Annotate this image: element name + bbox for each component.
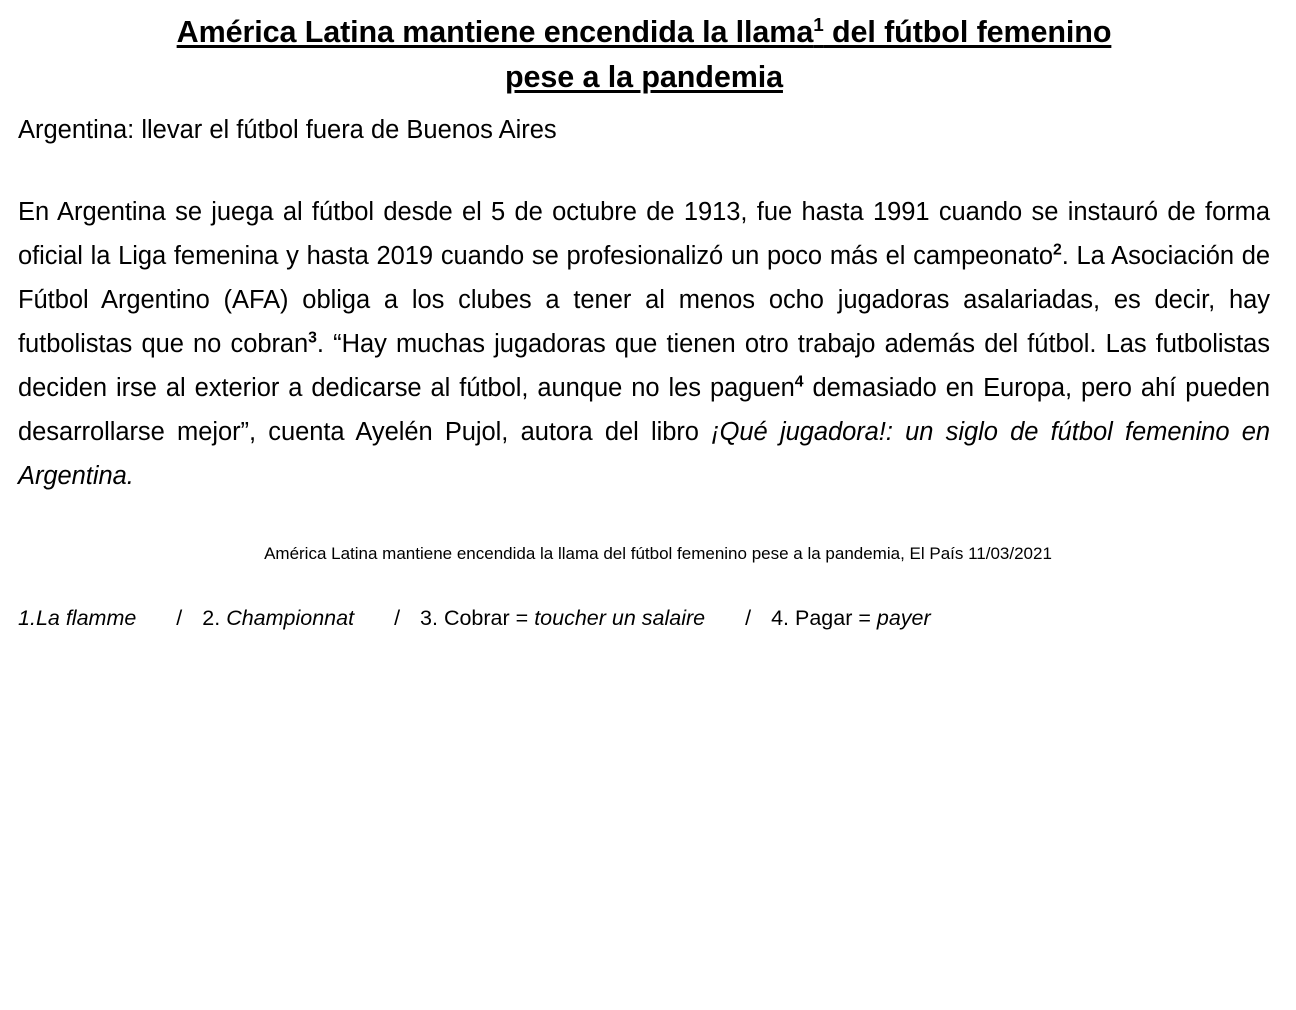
footnote-4-term: Pagar =	[794, 606, 877, 631]
paragraph-segment-3: . “Hay muchas jugadoras que tienen otro trabajo además del fútbol. Las futbolistas deciden irse al exterior a dedicarse al fútbol, aunque no les paguen	[18, 329, 1270, 402]
footnote-item-3	[420, 606, 705, 630]
paragraph-segment-1: En Argentina se juega al fútbol desde el 5 de octubre de 1913, fue hasta 1991 cuando se instauró de forma oficial la Liga femenina y hasta 2019 cuando se profesionalizó un poco más el campeonato	[18, 198, 1270, 271]
source-citation: América Latina mantiene encendida la llama del fútbol femenino pese a la pandemia, El País 11/03/2021	[264, 544, 1052, 564]
footnote-marker-1: 1	[813, 14, 824, 36]
page-title-text-part-1: América Latina mantiene encendida la llama	[176, 15, 814, 49]
footnote-4-gloss: payer	[876, 606, 931, 631]
page-title-line-2: pese a la pandemia	[505, 60, 783, 95]
footnote-1-number: 1.	[18, 606, 36, 631]
footnote-1-term: La flamme	[35, 606, 137, 631]
footnote-separator-3: /	[745, 606, 752, 631]
footnote-separator-2: /	[394, 606, 401, 631]
footnote-2-term: Championnat	[226, 606, 355, 631]
paragraph-segment-2: . La Asociación de Fútbol Argentino (AFA) obliga a los clubes a tener al menos ocho jugadoras asalariadas, es decir, hay futbolistas que no cobran	[18, 242, 1270, 358]
footnote-item-2	[202, 606, 354, 630]
paragraph-segment-4: demasiado en Europa, pero ahí pueden desarrollarse mejor”, cuenta Ayelén Pujol, autora del libro	[18, 373, 1270, 446]
footnote-list	[18, 606, 1270, 631]
footnote-2-number: 2.	[202, 606, 221, 631]
footnote-4-number: 4.	[771, 606, 789, 631]
body-paragraph	[18, 191, 1270, 498]
footnote-item-1	[18, 606, 136, 630]
footnote-3-term: Cobrar =	[443, 606, 535, 631]
footnote-item-4	[771, 606, 931, 630]
footnote-3-gloss: toucher un salaire	[534, 606, 706, 631]
footnote-marker-3: 3	[308, 329, 317, 347]
footnote-3-number: 3.	[420, 606, 438, 631]
footnote-marker-4: 4	[794, 373, 804, 391]
subtitle: Argentina: llevar el fútbol fuera de Buenos Aires	[18, 116, 557, 145]
footnote-marker-2: 2	[1052, 241, 1062, 259]
book-title: ¡Qué jugadora!: un siglo de fútbol femenino en Argentina.	[18, 417, 1271, 490]
page-title-text-part-2: del fútbol femenino	[823, 15, 1112, 49]
footnote-separator-1: /	[176, 606, 183, 631]
page-title-line-1	[177, 15, 1112, 49]
page-title	[18, 10, 1270, 100]
